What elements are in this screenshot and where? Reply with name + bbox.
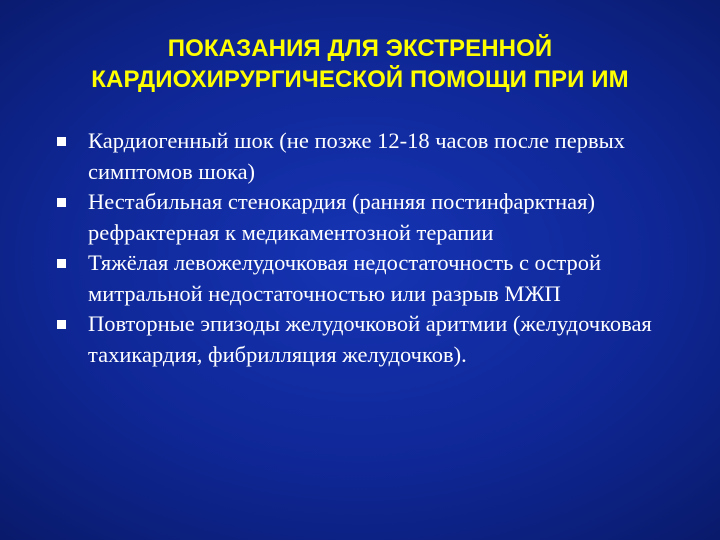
bullet-item-unstable-angina: [56, 187, 696, 248]
square-bullet-icon: [57, 137, 66, 146]
bullet-text: Тяжёлая левожелудочковая недостаточность с острой митральной недостаточностью или разрыв МЖП: [88, 250, 602, 306]
square-bullet-icon: [57, 320, 66, 329]
bullet-item-lv-failure: [56, 248, 696, 309]
title-line-2: КАРДИОХИРУРГИЧЕСКОЙ ПОМОЩИ ПРИ ИМ: [91, 66, 629, 93]
bullet-text: Кардиогенный шок (не позже 12-18 часов после первых симптомов шока): [88, 128, 625, 184]
bullet-item-cardiogenic-shock: [56, 126, 696, 187]
bullet-item-ventricular-arrhythmia: [56, 309, 696, 370]
square-bullet-icon: [57, 198, 66, 207]
bullet-text: Повторные эпизоды желудочковой аритмии (желудочковая тахикардия, фибрилляция желудочков).: [88, 311, 652, 367]
slide-title: [30, 33, 690, 95]
bullet-text: Нестабильная стенокардия (ранняя постинфарктная) рефрактерная к медикаментозной терапии: [88, 189, 595, 245]
title-line-1: ПОКАЗАНИЯ ДЛЯ ЭКСТРЕННОЙ: [167, 35, 553, 62]
square-bullet-icon: [57, 259, 66, 268]
bullet-list: [56, 126, 696, 370]
